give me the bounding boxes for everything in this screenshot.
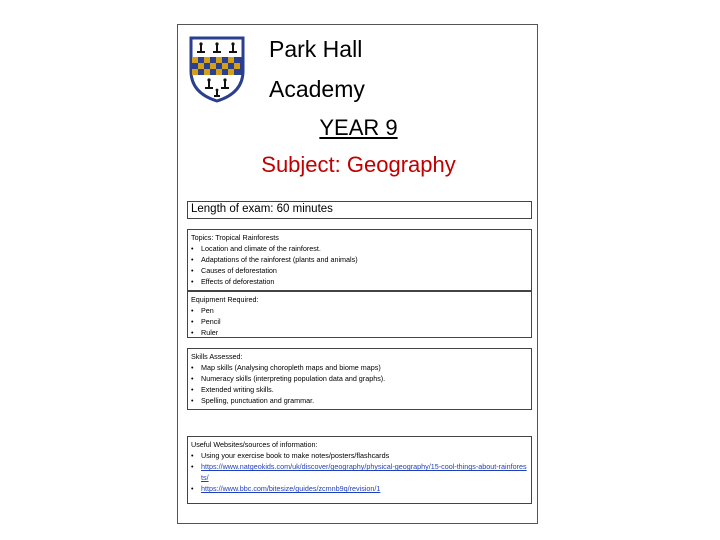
bullet-icon: • [191,396,194,405]
useful-sources-box [187,436,532,504]
bullet-icon: • [191,255,194,264]
list-item: • Adaptations of the rainforest (plants and animals) [191,255,358,264]
bullet-icon: • [191,462,194,471]
equipment-box [187,291,532,338]
bullet-icon: • [191,484,194,493]
bbc-bitesize-link[interactable]: https://www.bbc.com/bitesize/guides/zcmnb9q/revision/1 [201,484,381,493]
school-name-line2: Academy [269,76,365,102]
list-item: • Using your exercise book to make notes/posters/flashcards [191,451,390,460]
school-name [269,29,365,109]
subject-heading: Subject: Geography [261,152,456,177]
skills-box [187,348,532,410]
topics-heading: Topics: Tropical Rainforests [191,233,279,242]
list-item: • Pencil [191,317,221,326]
bullet-icon: • [191,451,194,460]
list-item [191,483,528,494]
list-item: • Pen [191,306,214,315]
list-item: • Map skills (Analysing choropleth maps and biome maps) [191,363,381,372]
list-item: • Numeracy skills (interpreting population data and graphs). [191,374,386,383]
exam-length-box [187,201,532,219]
list-item: • Effects of deforestation [191,277,275,286]
bullet-icon: • [191,244,194,253]
bullet-icon: • [191,306,194,315]
school-name-line1: Park Hall [269,36,363,62]
bullet-icon: • [191,317,194,326]
useful-heading: Useful Websites/sources of information: [191,440,318,449]
list-item [191,461,528,483]
list-item: • Spelling, punctuation and grammar. [191,396,315,405]
school-crest-icon [188,35,246,103]
bullet-icon: • [191,277,194,286]
equipment-heading: Equipment Required: [191,295,259,304]
list-item: • Extended writing skills. [191,385,274,394]
year-heading: YEAR 9 [319,115,398,140]
useful-list [191,450,528,494]
equipment-list [191,305,528,338]
list-item: • Causes of deforestation [191,266,277,275]
bullet-icon: • [191,328,194,337]
topics-box [187,229,532,291]
bullet-icon: • [191,266,194,275]
bullet-icon: • [191,385,194,394]
exam-length-text: Length of exam: 60 minutes [191,203,333,215]
skills-heading: Skills Assessed: [191,352,243,361]
natgeokids-link[interactable]: https://www.natgeokids.com/uk/discover/geography/physical-geography/15-cool-things-about-rainforests/ [201,462,527,482]
list-item: • Location and climate of the rainforest. [191,244,321,253]
skills-list [191,362,528,406]
exam-info-sheet [177,24,538,524]
bullet-icon: • [191,363,194,372]
bullet-icon: • [191,374,194,383]
topics-list [191,243,528,287]
list-item: • Ruler [191,328,219,337]
